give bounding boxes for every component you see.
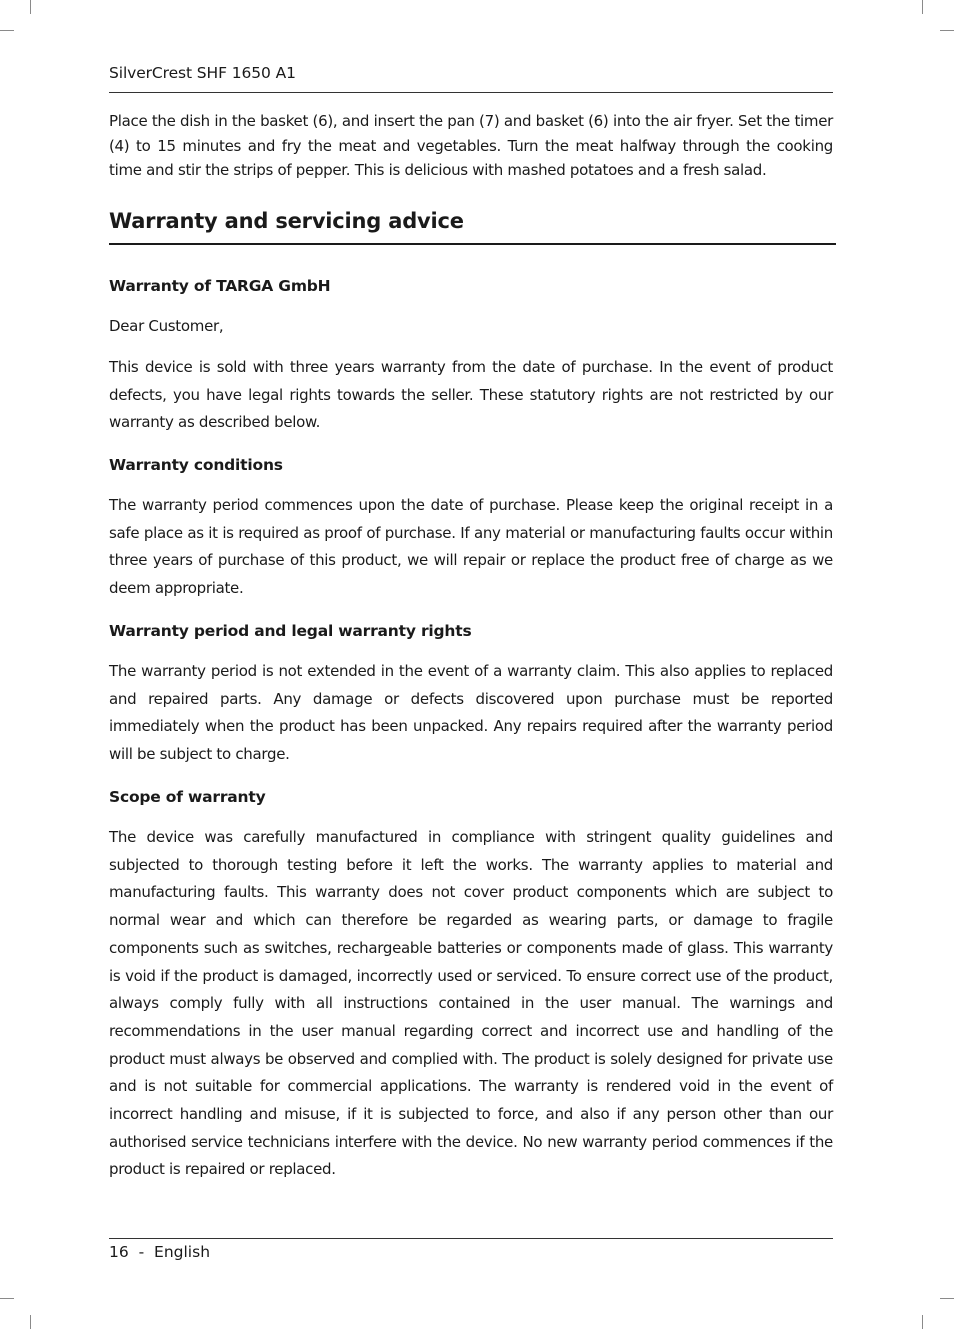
period-block (109, 658, 833, 769)
period-heading-block (109, 620, 833, 642)
page-number: 16 (109, 1243, 129, 1261)
crop-mark (30, 0, 31, 14)
crop-mark (922, 1315, 923, 1329)
crop-mark (922, 0, 923, 14)
footer-separator: - (138, 1243, 145, 1261)
crop-mark (940, 1298, 954, 1299)
scope-paragraph: The device was carefully manufactured in compliance with stringent quality guidelines and subjected to thorough testing before it left the works. The warranty applies to material and manufacturing faults. This warranty does not cover product components which are subject to normal wear and which can therefore be regarded as wearing parts, or damage to fragile components such as switches, rechargeable batteries or components made of glass. This warranty is void if the product is damaged, incorrectly used or serviced. To ensure correct use of the product, always comply fully with all instructions contained in the user manual. The warnings and recommendations in the user manual regarding correct and incorrect use and handling of the product must always be observed and complied with. The product is solely designed for private use and is not suitable for commercial applications. The warranty is rendered void in the event of incorrect handling and misuse, if it is subjected to force, and also if any person other than our authorised service technicians interfere with the device. No new warranty period commences if the product is repaired or replaced. (109, 828, 833, 1179)
intro-paragraph: Place the dish in the basket (6), and insert the pan (7) and basket (6) into the air fryer. Set the timer (4) to 15 minutes and fry the meat and vegetables. Turn the meat halfway through the cooking time and stir the strips of pepper. This is delicious with mashed potatoes and a fresh salad. (109, 112, 833, 179)
salutation-block (109, 313, 833, 341)
crop-mark (940, 30, 954, 31)
intro-block (109, 109, 833, 183)
page-footer (109, 1238, 833, 1261)
conditions-block (109, 492, 833, 603)
footer-language: English (154, 1243, 211, 1261)
warranty-intro-block (109, 354, 833, 437)
crop-mark (0, 1298, 14, 1299)
salutation: Dear Customer, (109, 317, 224, 335)
subheading-scope: Scope of warranty (109, 788, 266, 806)
subheading-warranty-of: Warranty of TARGA GmbH (109, 277, 331, 295)
header-title: SilverCrest SHF 1650 A1 (109, 64, 296, 82)
scope-heading-block (109, 786, 833, 808)
warranty-intro-paragraph: This device is sold with three years warranty from the date of purchase. In the event of product defects, you have legal rights towards the seller. These statutory rights are not restricted by our warranty as described below. (109, 358, 833, 432)
conditions-heading-block (109, 454, 833, 476)
section-heading (109, 209, 836, 245)
period-paragraph: The warranty period is not extended in the event of a warranty claim. This also applies to replaced and repaired parts. Any damage or defects discovered upon purchase must be reported immediately when the product has been unpacked. Any repairs required after the warranty period will be subject to charge. (109, 662, 833, 764)
conditions-paragraph: The warranty period commences upon the date of purchase. Please keep the original receipt in a safe place as it is required as proof of purchase. If any material or manufacturing faults occur within three years of purchase of this product, we will repair or replace the product free of charge as we deem appropriate. (109, 496, 833, 598)
page-header (109, 62, 833, 93)
crop-mark (0, 30, 14, 31)
section-title: Warranty and servicing advice (109, 209, 464, 233)
footer-text (109, 1243, 210, 1261)
scope-block (109, 824, 833, 1184)
warranty-of-block (109, 275, 833, 297)
crop-mark (30, 1315, 31, 1329)
subheading-conditions: Warranty conditions (109, 456, 283, 474)
subheading-period: Warranty period and legal warranty rights (109, 622, 472, 640)
